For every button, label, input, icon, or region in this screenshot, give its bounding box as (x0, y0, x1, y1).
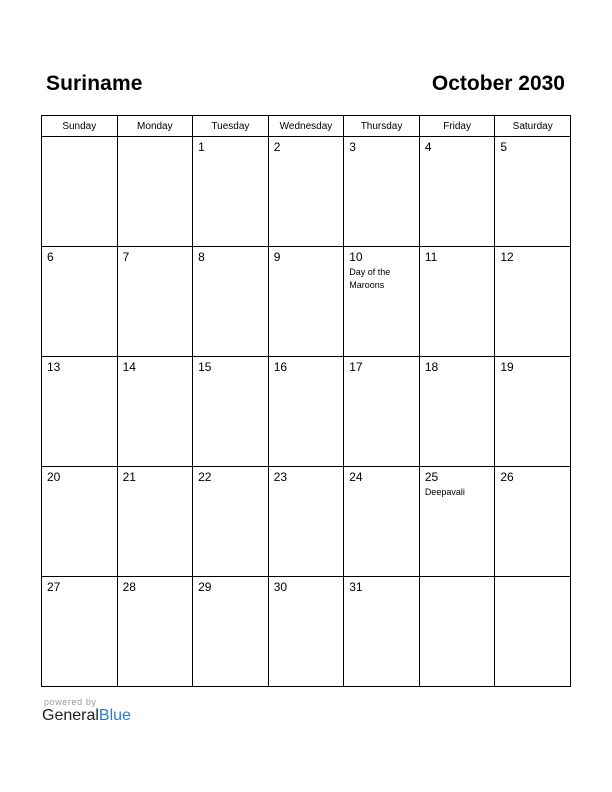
day-number: 19 (500, 360, 514, 374)
day-cell (117, 247, 193, 357)
week-row (42, 247, 571, 357)
day-number: 25 (424, 470, 439, 484)
day-cell (268, 577, 344, 687)
day-number: 14 (122, 360, 136, 374)
day-cell (42, 247, 118, 357)
weekday-header: Sunday (42, 116, 118, 137)
day-cell (42, 467, 118, 577)
week-row (42, 137, 571, 247)
day-cell (117, 577, 193, 687)
day-number: 8 (198, 250, 205, 264)
day-cell (42, 137, 118, 247)
brand-blue-text: Blue (98, 707, 131, 724)
day-number: 24 (349, 470, 363, 484)
day-number: 9 (273, 250, 281, 264)
day-number: 26 (500, 470, 514, 484)
day-number: 3 (349, 140, 356, 154)
day-cell (193, 577, 269, 687)
day-cell (117, 467, 193, 577)
month-year-title: October 2030 (431, 72, 565, 95)
day-number: 29 (198, 580, 212, 594)
day-cell (193, 247, 269, 357)
day-cell (344, 357, 420, 467)
day-number: 5 (500, 140, 508, 154)
day-cell (419, 247, 495, 357)
weekday-header-row (42, 116, 571, 137)
weekday-header: Thursday (344, 116, 420, 137)
footer (42, 697, 131, 725)
day-cell (344, 467, 420, 577)
day-number: 4 (424, 140, 432, 154)
day-cell (419, 357, 495, 467)
day-number: 22 (198, 470, 212, 484)
weekday-header: Wednesday (268, 116, 344, 137)
day-number: 12 (500, 250, 514, 264)
day-number: 6 (47, 250, 54, 264)
brand-general-text: General (42, 707, 99, 724)
weekday-header: Saturday (495, 116, 571, 137)
day-cell (419, 467, 495, 577)
day-cell (268, 137, 344, 247)
day-cell (419, 137, 495, 247)
day-number: 16 (273, 360, 288, 374)
day-number: 1 (198, 140, 205, 154)
weekday-header: Monday (117, 116, 193, 137)
day-number: 10 (349, 250, 363, 264)
day-number: 20 (47, 470, 61, 484)
day-cell (495, 137, 571, 247)
powered-by-text: powered by (44, 697, 97, 707)
holiday-label: Deepavali (424, 487, 465, 497)
day-cell (495, 467, 571, 577)
day-number: 18 (424, 360, 439, 374)
week-row (42, 357, 571, 467)
generalblue-logo[interactable] (42, 707, 131, 725)
day-cell (117, 137, 193, 247)
week-row (42, 467, 571, 577)
country-title: Suriname (46, 72, 143, 95)
day-number: 23 (273, 470, 288, 484)
calendar-grid (41, 115, 571, 687)
day-number: 31 (349, 580, 363, 594)
day-cell (42, 577, 118, 687)
day-cell (495, 247, 571, 357)
day-cell (268, 247, 344, 357)
day-cell (117, 357, 193, 467)
day-cell (193, 467, 269, 577)
day-cell (42, 357, 118, 467)
day-number: 2 (273, 140, 281, 154)
day-number: 13 (47, 360, 61, 374)
day-number: 11 (424, 250, 438, 264)
day-cell (495, 577, 571, 687)
day-cell (344, 137, 420, 247)
day-cell (344, 577, 420, 687)
day-number: 7 (122, 250, 130, 264)
day-cell (268, 357, 344, 467)
day-number: 17 (349, 360, 363, 374)
day-number: 15 (198, 360, 212, 374)
day-cell (268, 467, 344, 577)
day-cell (344, 247, 420, 357)
day-number: 27 (47, 580, 61, 594)
day-number: 21 (122, 470, 136, 484)
day-number: 28 (122, 580, 136, 594)
day-cell (193, 137, 269, 247)
holiday-label: Day of the Maroons (349, 267, 391, 290)
day-cell (495, 357, 571, 467)
day-cell (193, 357, 269, 467)
day-cell (419, 577, 495, 687)
day-number: 30 (273, 580, 288, 594)
weekday-header: Tuesday (193, 116, 269, 137)
week-row (42, 577, 571, 687)
weekday-header: Friday (419, 116, 495, 137)
